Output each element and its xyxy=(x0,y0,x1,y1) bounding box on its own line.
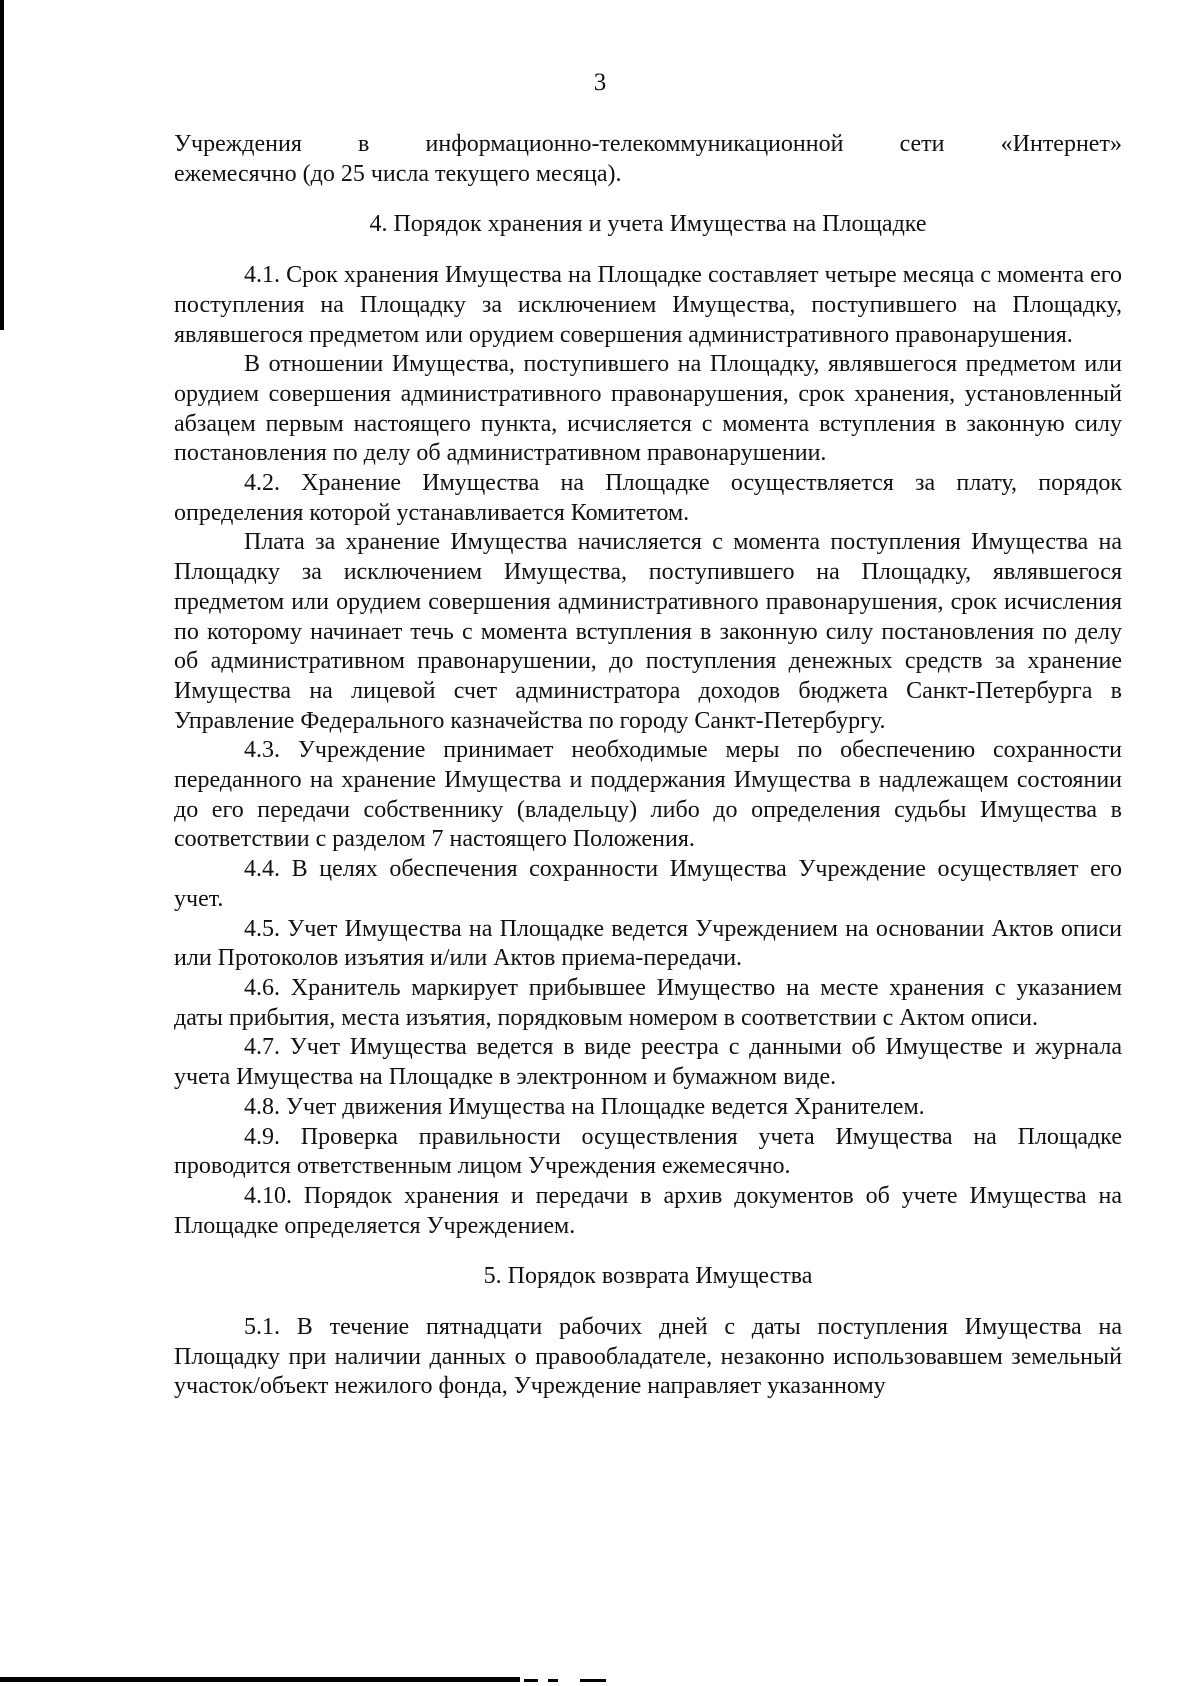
page-number: 3 xyxy=(593,69,607,96)
scan-edge-left xyxy=(0,0,4,330)
paragraph-5-1: 5.1. В течение пятнадцати рабочих дней с даты поступления Имущества на Площадку при наличии данных о правообладателе, незаконно использовавшем земельный участок/объект нежилого фонда, Учреждение направляет указанному xyxy=(174,1314,1122,1400)
lead-line-2: ежемесячно (до 25 числа текущего месяца). xyxy=(174,160,622,187)
lead-word: в xyxy=(358,131,370,157)
paragraph-4-5: 4.5. Учет Имущества на Площадке ведется Учреждением на основании Актов описи или Протоколов изъятия и/или Актов приема-передачи. xyxy=(174,915,1122,972)
lead-word: информационно-телекоммуникационной xyxy=(425,131,844,157)
paragraph-4-2-b: Плата за хранение Имущества начисляется с момента поступления Имущества на Площадку за исключением Имущества, поступившего на Площадку, являвшегося предметом или орудием совершения административного правонарушения, срок исчисления по которому начинает течь с момента вступления в законную силу постановления по делу об административном правонарушении, до поступления денежных средств за хранение Имущества на лицевой счет администратора доходов бюджета Санкт-Петербурга в Управление Федерального казначейства по городу Санкт-Петербургу. xyxy=(174,529,1122,734)
paragraph-4-3: 4.3. Учреждение принимает необходимые меры по обеспечению сохранности переданного на хранение Имущества и поддержания Имущества в надлежащем состоянии до его передачи собственнику (владельцу) либо до определения судьбы Имущества в соответствии с разделом 7 настоящего Положения. xyxy=(174,737,1122,853)
scan-edge-bottom xyxy=(0,1677,520,1682)
paragraph-4-8: 4.8. Учет движения Имущества на Площадке ведется Хранителем. xyxy=(244,1093,925,1120)
paragraph-4-2: 4.2. Хранение Имущества на Площадке осуществляется за плату, порядок определения которой устанавливается Комитетом. xyxy=(174,470,1122,526)
section-5-heading: 5. Порядок возврата Имущества xyxy=(483,1263,813,1290)
paragraph-4-1: 4.1. Срок хранения Имущества на Площадке составляет четыре месяца с момента его поступления на Площадку за исключением Имущества, поступившего на Площадку, являвшегося предметом или орудием совершения административного правонарушения. xyxy=(174,262,1122,348)
section-4-heading: 4. Порядок хранения и учета Имущества на Площадке xyxy=(369,211,927,238)
lead-word: «Интернет» xyxy=(1000,131,1122,157)
lead-word: Учреждения xyxy=(174,131,302,157)
paragraph-4-9: 4.9. Проверка правильности осуществления учета Имущества на Площадке проводится ответственным лицом Учреждения ежемесячно. xyxy=(174,1123,1122,1180)
lead-word: сети xyxy=(899,131,945,157)
scan-edge-bottom-dash xyxy=(524,1679,538,1682)
lead-line-1 xyxy=(174,130,1122,160)
paragraph-4-4: 4.4. В целях обеспечения сохранности Имущества Учреждение осуществляет его учет. xyxy=(174,856,1122,912)
document-body xyxy=(174,130,1122,1402)
scan-edge-bottom-dash xyxy=(548,1679,558,1682)
paragraph-4-6: 4.6. Хранитель маркирует прибывшее Имущество на месте хранения с указанием даты прибытия, места изъятия, порядковым номером в соответствии с Актом описи. xyxy=(174,974,1122,1031)
scan-edge-bottom-dash xyxy=(580,1679,606,1682)
paragraph-4-10: 4.10. Порядок хранения и передачи в архив документов об учете Имущества на Площадке определяется Учреждением. xyxy=(174,1182,1122,1239)
paragraph-4-7: 4.7. Учет Имущества ведется в виде реестра с данными об Имуществе и журнала учета Имущества на Площадке в электронном и бумажном виде. xyxy=(174,1034,1122,1091)
paragraph-4-1-b: В отношении Имущества, поступившего на Площадку, являвшегося предметом или орудием совершения административного правонарушения, срок хранения, установленный абзацем первым настоящего пункта, исчисляется с момента вступления в законную силу постановления по делу об административном правонарушении. xyxy=(174,351,1122,467)
